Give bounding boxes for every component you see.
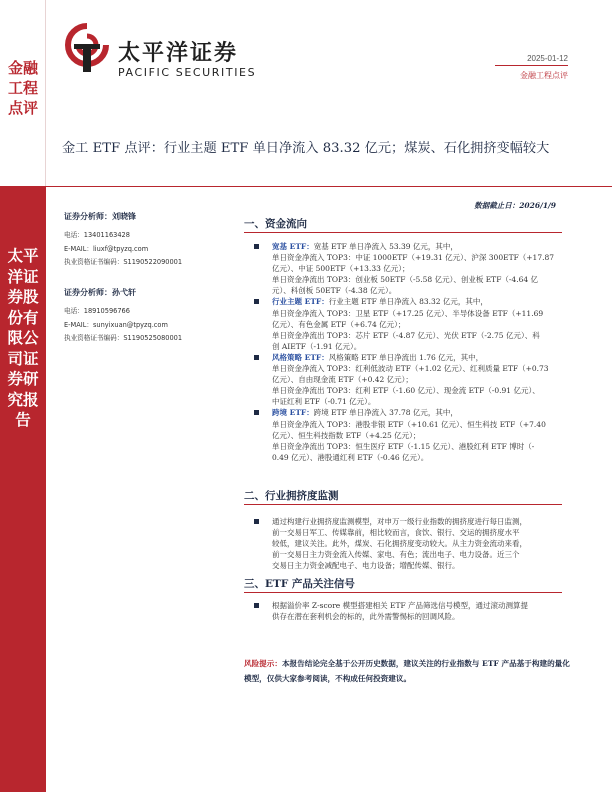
analyst-email[interactable]: E-MAIL：sunyixuan@tpyzq.com — [64, 320, 168, 329]
fund-flow-label: 行业主题 ETF： — [272, 297, 329, 307]
analyst-name: 证券分析师：孙弋轩 — [64, 287, 136, 297]
analyst-license: 执业资格证书编码：S1190525080001 — [64, 334, 183, 342]
bullet-icon — [254, 519, 259, 524]
fund-flow-line: 中证红利 ETF（-0.71 亿元）。 — [272, 397, 376, 407]
risk-label: 风险提示： — [244, 659, 282, 668]
analyst-phone: 电话：18910596766 — [64, 307, 130, 315]
fund-flow-line: 宽基 ETF 单日净流入 53.39 亿元，其中， — [313, 242, 458, 251]
fund-flow-line: 亿元）、自由现金流 ETF（+0.42 亿元）； — [272, 375, 413, 385]
fund-flow-line: 单日资金净流出 TOP3：红利 ETF（-1.60 亿元）、现金流 ETF（-0.91 亿元）、 — [272, 386, 540, 396]
section-heading-etf-signal: 三、ETF 产品关注信号 — [244, 578, 355, 590]
etf-signal-line: 供存在潜在套利机会的标的，此外需警惕标的回调风险。 — [272, 612, 460, 622]
bullet-icon — [254, 603, 259, 608]
etf-signal-paragraph — [244, 600, 574, 622]
sidebar-company-name: 太平洋证券股份有限公司证券研究报告 — [7, 246, 39, 429]
crowding-line: 前一交易日主力资金流入传媒、家电、有色；流出电子、电力设备。近三个 — [272, 550, 520, 560]
sidebar-report-type: 金融工程点评 — [7, 59, 38, 117]
fund-flow-line: 0.49 亿元）、港股通红利 ETF（-0.46 亿元）。 — [272, 452, 429, 462]
fund-flow-label: 跨境 ETF： — [272, 408, 314, 418]
fund-flow-line: 单日资金净流出 TOP3：创业板 50ETF（-5.58 亿元）、创业板 ETF（-4.64 亿 — [272, 275, 539, 285]
section-divider — [244, 504, 562, 505]
fund-flow-item-style — [244, 352, 574, 407]
section-heading-crowding: 二、行业拥挤度监测 — [244, 490, 339, 502]
analyst-email[interactable]: E-MAIL：liuxf@tpyzq.com — [64, 244, 149, 253]
fund-flow-line: 亿元）、有色金属 ETF（+6.74 亿元）； — [272, 319, 406, 329]
crowding-line: 通过构建行业拥挤度监测模型，对申万一级行业指数的拥挤度进行每日监测， — [272, 517, 527, 526]
fund-flow-item-broad — [244, 241, 574, 296]
fund-flow-line: 风格策略 ETF 单日净流出 1.76 亿元，其中， — [328, 352, 484, 362]
sidebar — [0, 0, 46, 792]
fund-flow-line: 单日资金净流入 TOP3：港股非银 ETF（+10.61 亿元）、恒生科技 ETF（+7.40 — [272, 419, 546, 429]
crowding-item — [244, 516, 574, 571]
crowding-line: 交易日主力资金减配电子、电力设备；增配传媒、银行。 — [272, 561, 460, 571]
crowding-line: 较低，建议关注。此外，煤炭、石化拥挤度变动较大。从主力资金流动来看， — [272, 539, 527, 549]
sidebar-top-panel — [0, 0, 46, 186]
fund-flow-item-sector — [244, 296, 574, 351]
analyst-card — [64, 211, 182, 270]
fund-flow-line: 单日资金净流入 TOP3：红利低波动 ETF（+1.02 亿元）、红利质量 ETF（+0.73 — [272, 364, 549, 374]
fund-flow-line: 跨境 ETF 单日净流入 37.78 亿元，其中， — [313, 408, 458, 418]
fund-flow-line: 创 AIETF（-1.91 亿元）。 — [272, 341, 362, 351]
fund-flow-item-cross-border — [244, 407, 574, 462]
title-divider — [46, 186, 612, 187]
analyst-card — [64, 287, 182, 346]
report-date: 2025-01-12 — [527, 54, 568, 63]
sidebar-bottom-panel — [0, 186, 46, 792]
analyst-name: 证券分析师：刘晓锋 — [64, 211, 136, 221]
bullet-icon — [254, 299, 259, 304]
risk-warning — [244, 656, 574, 686]
analyst-license: 执业资格证书编码：S1190522090001 — [64, 258, 183, 266]
risk-text: 本报告结论完全基于公开历史数据，建议关注的行业指数与 ETF 产品基于构建的量化模型，仅供大家参考阅读，不构成任何投资建议。 — [244, 659, 570, 683]
brand-name-en: PACIFIC SECURITIES — [118, 66, 257, 79]
etf-signal-item — [244, 600, 574, 622]
fund-flow-line: 单日资金净流入 TOP3：卫星 ETF（+17.25 亿元）、半导体设备 ETF（+11.69 — [272, 308, 544, 318]
fund-flow-line: 单日资金净流入 TOP3：中证 1000ETF（+19.31 亿元）、沪深 300ETF（+17.87 — [272, 253, 555, 263]
fund-flow-label: 风格策略 ETF： — [272, 352, 329, 362]
crowding-line: 前一交易日军工、传媒靠前，相比较而言，食饮、银行、交运的拥挤度水平 — [272, 528, 520, 538]
fund-flow-list — [244, 241, 574, 463]
crowding-paragraph — [244, 516, 574, 571]
fund-flow-line: 元）、科创板 50ETF（-4.38 亿元）。 — [272, 286, 397, 296]
bullet-icon — [254, 355, 259, 360]
fund-flow-line: 亿元）、中证 500ETF（+13.33 亿元）； — [272, 264, 410, 274]
fund-flow-line: 亿元）、恒生科技指数 ETF（+4.25 亿元）； — [272, 430, 421, 440]
bullet-icon — [254, 410, 259, 415]
section-divider — [244, 592, 562, 593]
data-cutoff-date: 数据截止日：2026/1/9 — [474, 201, 556, 210]
brand-name-cn: 太平洋证券 — [118, 41, 239, 66]
report-category: 金融工程点评 — [520, 71, 568, 80]
report-title: 金工 ETF 点评：行业主题 ETF 单日净流入 83.32 亿元；煤炭、石化拥挤变幅较大 — [62, 141, 550, 156]
company-logo-icon — [64, 22, 110, 74]
fund-flow-line: 行业主题 ETF 单日净流入 83.32 亿元，其中， — [328, 297, 488, 307]
fund-flow-label: 宽基 ETF： — [272, 242, 314, 251]
etf-signal-line: 根据溢价率 Z-score 模型搭建相关 ETF 产品筛选信号模型，通过滚动测算提 — [272, 601, 529, 610]
fund-flow-line: 单日资金净流出 TOP3：恒生医疗 ETF（-1.15 亿元）、港股红利 ETF 博时（- — [272, 441, 535, 451]
bullet-icon — [254, 244, 259, 249]
analyst-phone: 电话：13401163428 — [64, 231, 130, 239]
header-divider — [495, 65, 568, 66]
fund-flow-line: 单日资金净流出 TOP3：芯片 ETF（-4.87 亿元）、光伏 ETF（-2.75 亿元）、科 — [272, 330, 540, 340]
section-heading-fund-flow: 一、资金流向 — [244, 218, 307, 230]
section-divider — [244, 232, 562, 233]
